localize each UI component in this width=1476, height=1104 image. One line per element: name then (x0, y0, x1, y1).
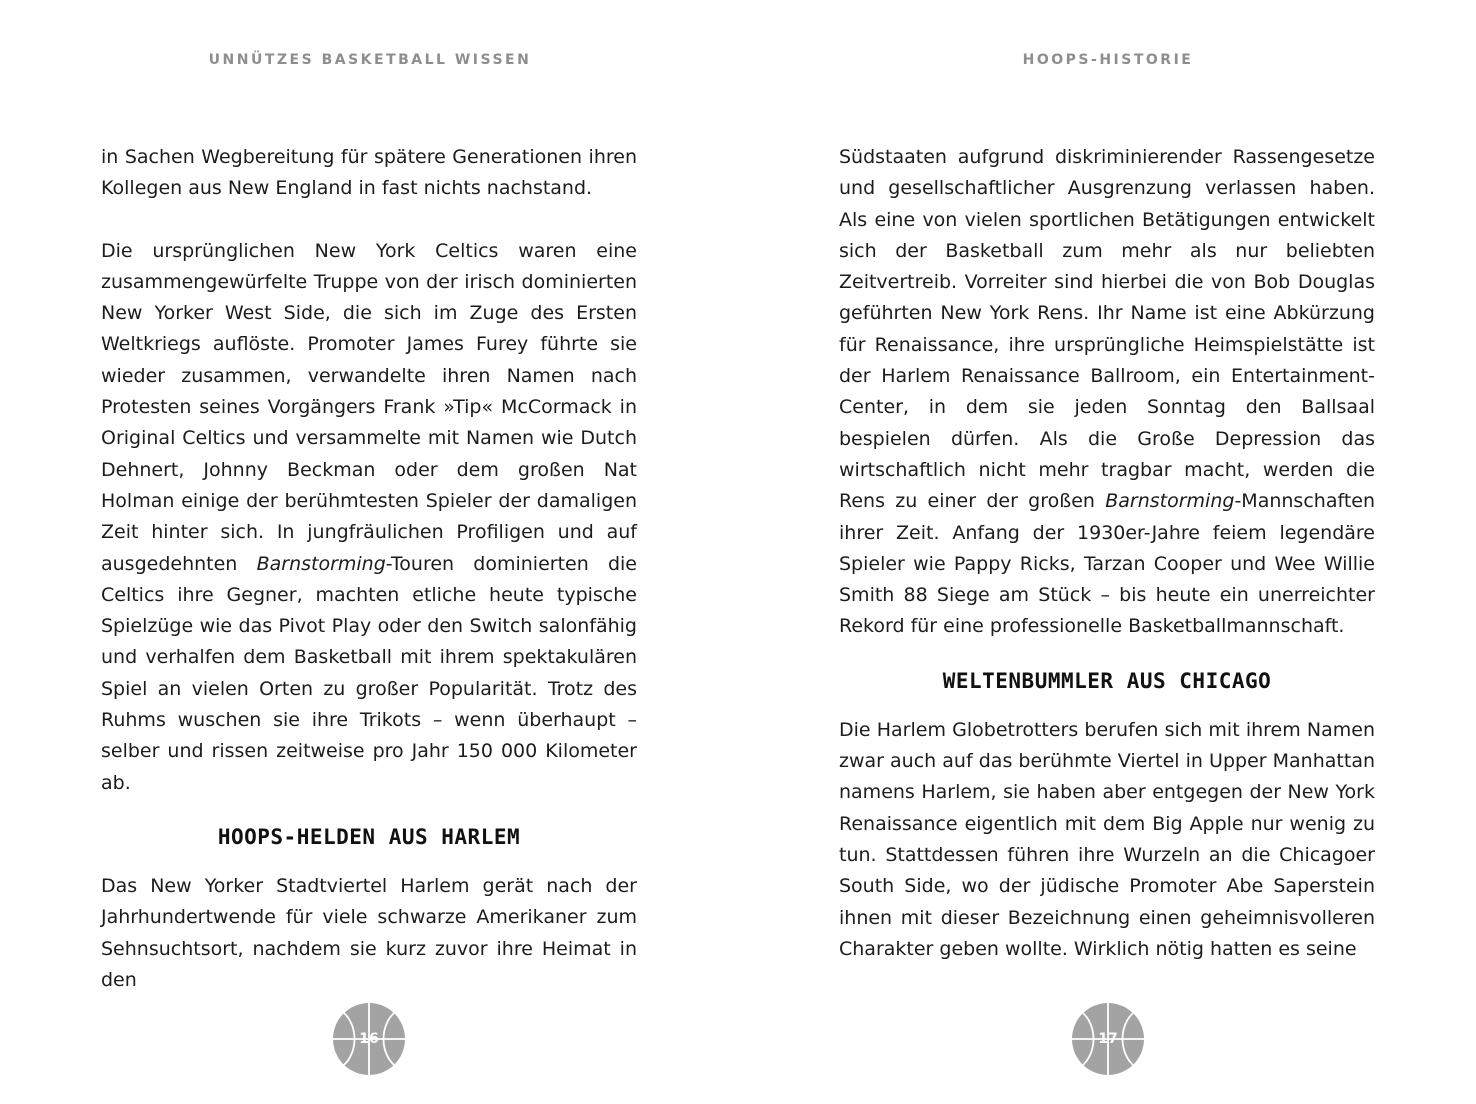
emphasis-text: Barnstorming (256, 552, 386, 575)
page-number-badge (332, 1002, 406, 1076)
running-head-right: HOOPS-HISTORIE (1022, 52, 1194, 68)
paragraph (101, 236, 637, 799)
body-text-right (839, 142, 1375, 965)
paragraph: in Sachen Wegbereitung für spätere Generationen ihren Kollegen aus New England in fast nichts nachstand. (101, 146, 637, 200)
paragraph (839, 142, 1375, 643)
paragraph-part: -Touren dominierten die Celtics ihre Gegner, machten etliche heute typische Spielzüge wie das Pivot Play oder den Switch salonfähig und verhalfen dem Basketball mit ihrem spektakulären Spiel an vielen Orten zu großer Popularität. Trotz des Ruhms wuschen sie ihre Trikots – wenn überhaupt – selber und rissen zeitweise pro Jahr 150 000 Kilometer ab. (101, 552, 637, 794)
right-page (738, 0, 1476, 1104)
paragraph-part: Südstaaten aufgrund diskriminierender Rassengesetze und gesellschaftlicher Ausgrenzung verlassen haben. Als eine von vielen sportlichen Betätigungen entwickelt sich der Basketball zum mehr als nur beliebten Zeitvertreib. Vorreiter sind hierbei die von Bob Douglas geführten New York Rens. Ihr Name ist eine Abkürzung für Renaissance, ihre ursprüngliche Heimspielstätte ist der Harlem Renaissance Ballroom, ein Entertainment-Center, in dem sie jeden Sonntag den Ballsaal bespielen dürfen. Als die Große Depression das wirtschaftlich nicht mehr tragbar macht, werden die Rens zu einer der großen (839, 146, 1375, 513)
page-number: 16 (359, 1031, 379, 1047)
running-head-left: UNNÜTZES BASKETBALL WISSEN (208, 52, 532, 68)
emphasis-text: Barnstorming (1105, 490, 1235, 513)
page-number: 17 (1098, 1031, 1118, 1047)
section-heading: HOOPS-HELDEN AUS HARLEM (217, 824, 521, 849)
section-heading: WELTENBUMMLER AUS CHICAGO (942, 668, 1272, 693)
page-number-badge (1071, 1002, 1145, 1076)
body-text-left (101, 142, 637, 996)
paragraph: Das New Yorker Stadtviertel Harlem gerät nach der Jahrhundertwende für viele schwarze Amerikaner zum Sehnsuchtsort, nachdem sie kurz zuvor ihre Heimat in den (101, 874, 637, 991)
paragraph-part: Die ursprünglichen New York Celtics waren eine zusammengewürfelte Truppe von der irisch dominierten New Yorker West Side, die sich im Zuge des Ersten Weltkriegs auflöste. Promoter James Furey führte sie wieder zusammen, verwandelte ihren Namen nach Protesten seines Vorgängers Frank »Tip« McCormack in Original Celtics und versammelte mit Namen wie Dutch Dehnert, Johnny Beckman oder dem großen Nat Holman einige der berühmtesten Spieler der damaligen Zeit hinter sich. In jungfräulichen Profiligen und auf ausgedehnten (101, 239, 637, 575)
paragraph: Die Harlem Globetrotters berufen sich mit ihrem Namen zwar auch auf das berühmte Viertel in Upper Manhattan namens Harlem, sie haben aber entgegen der New York Renaissance eigentlich mit dem Big Apple nur wenig zu tun. Stattdessen führen ihre Wurzeln an die Chicagoer South Side, wo der jüdische Promoter Abe Saperstein ihnen mit dieser Bezeichnung einen geheimnisvolleren Charakter geben wollte. Wirklich nötig hatten es seine (839, 718, 1375, 960)
paragraph-part: -Mannschaften ihrer Zeit. Anfang der 1930er-Jahre feiem legendäre Spieler wie Pappy Ricks, Tarzan Cooper und Wee Willie Smith 88 Siege am Stück – bis heute ein unerreichter Rekord für eine professionelle Basketballmannschaft. (839, 490, 1375, 638)
